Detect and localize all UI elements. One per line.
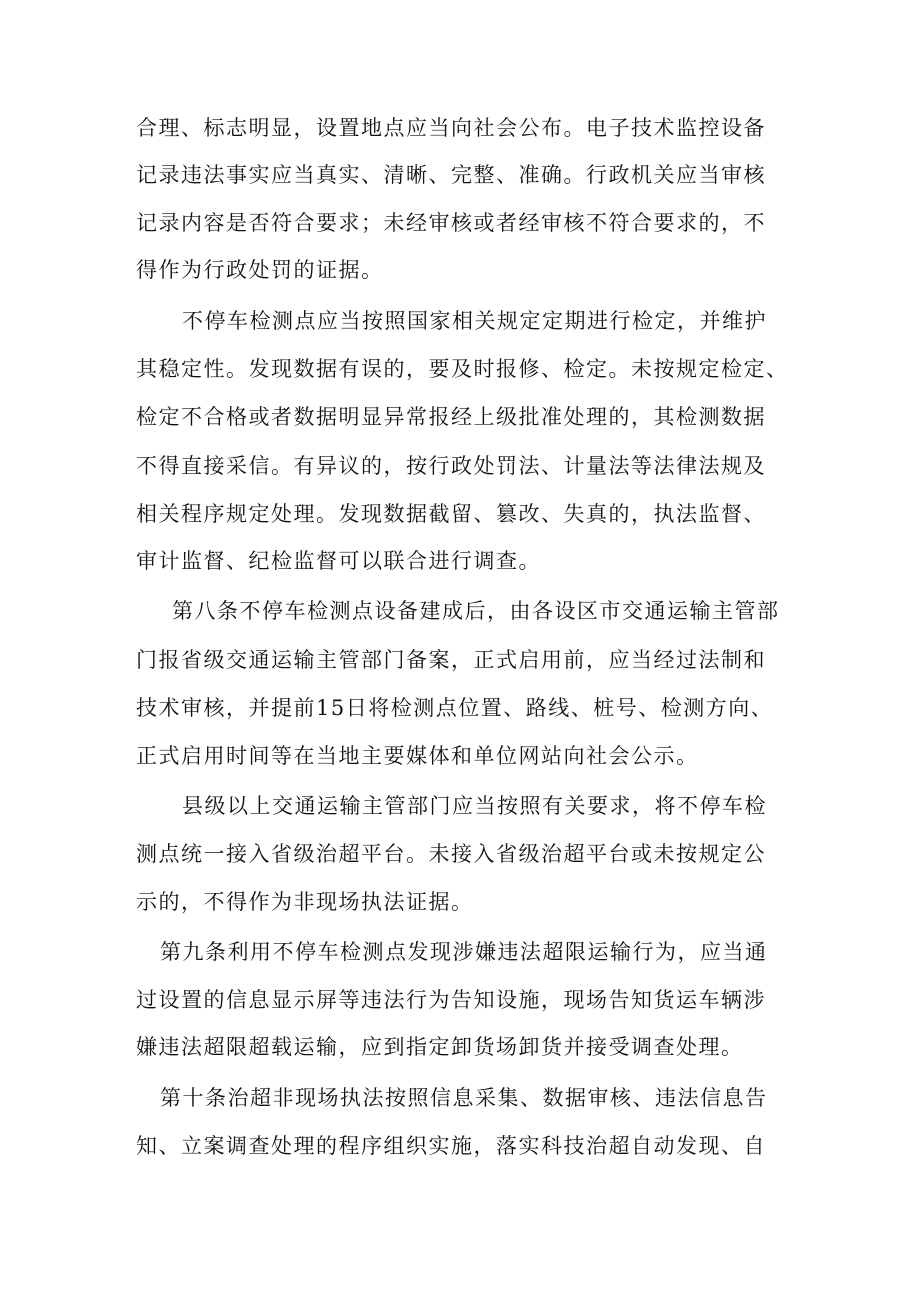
text-line: 相关程序规定处理。发现数据截留、篡改、失真的，执法监督、 [136, 502, 766, 526]
text-line: 记录违法事实应当真实、清晰、完整、准确。行政机关应当审核 [136, 163, 766, 187]
text-line: 测点统一接入省级治超平台。未接入省级治超平台或未按规定公 [136, 842, 766, 866]
text-line: 县级以上交通运输主管部门应当按照有关要求，将不停车检 [182, 794, 767, 818]
text-line: 得作为行政处罚的证据。 [136, 258, 384, 282]
text-line: 过设置的信息显示屏等违法行为告知设施，现场告知货运车辆涉 [136, 988, 766, 1012]
text-line: 第九条利用不停车检测点发现涉嫌违法超限运输行为，应当通 [160, 940, 768, 964]
text-line: 第八条不停车检测点设备建成后，由各设区市交通运输主管部 [172, 599, 780, 623]
text-line: 审计监督、纪检监督可以联合进行调查。 [136, 549, 541, 573]
text-line: 门报省级交通运输主管部门备案，正式启用前，应当经过法制和 [136, 648, 766, 672]
text-line: 不停车检测点应当按照国家相关规定定期进行检定，并维护 [182, 309, 767, 333]
text-line: 嫌违法超限超载运输，应到指定卸货场卸货并接受调查处理。 [136, 1035, 744, 1059]
text-line: 示的，不得作为非现场执法证据。 [136, 890, 474, 914]
text-line: 记录内容是否符合要求；未经审核或者经审核不符合要求的，不 [136, 211, 766, 235]
text-line: 技术审核，并提前15日将检测点位置、路线、桩号、检测方向、 [136, 696, 774, 720]
text-line: 合理、标志明显，设置地点应当向社会公布。电子技术监控设备 [136, 116, 766, 140]
text-line: 不得直接采信。有异议的，按行政处罚法、计量法等法律法规及 [136, 454, 766, 478]
text-line: 正式启用时间等在当地主要媒体和单位网站向社会公示。 [136, 744, 699, 768]
text-line: 知、立案调查处理的程序组织实施，落实科技治超自动发现、自 [136, 1134, 766, 1158]
text-line: 第十条治超非现场执法按照信息采集、数据审核、违法信息告 [160, 1086, 768, 1110]
text-line: 检定不合格或者数据明显异常报经上级批准处理的，其检测数据 [136, 405, 766, 429]
text-line: 其稳定性。发现数据有误的，要及时报修、检定。未按规定检定、 [136, 357, 789, 381]
